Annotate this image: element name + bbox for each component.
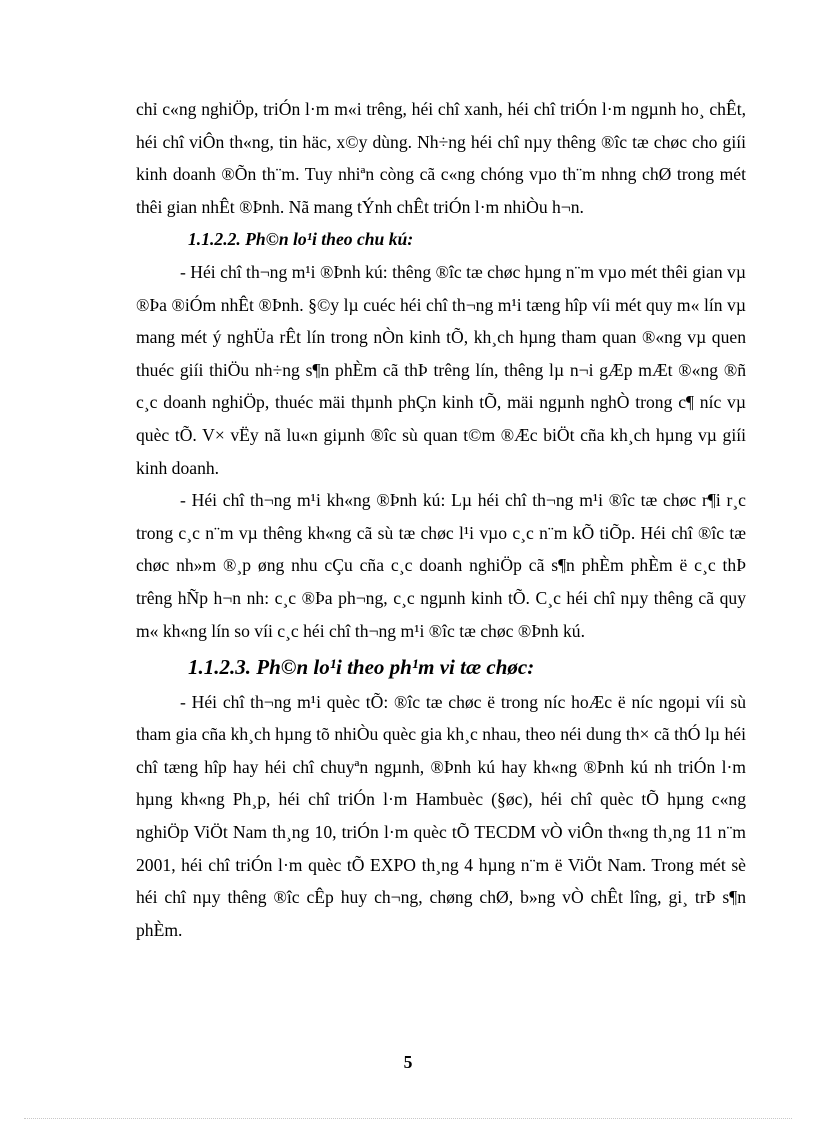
- page-bottom-divider: [24, 1118, 792, 1119]
- paragraph-international-fair: - Héi chî th¬ng m¹i quèc tÕ: ®îc tæ chøc ë trong níc hoÆc ë níc ngoµi víi sù tham gia cña kh¸ch hµng tõ nhiÒu quèc gia kh¸c nhau, theo néi dung th× cã thÓ lµ héi chî tæng hîp hay héi chî chuyªn ngµnh, ®Þnh kú hay kh«ng ®Þnh kú nh triÓn l·m hµng kh«ng Ph¸p, héi chî triÓn l·m Hambuèc (§øc), héi chî quèc tÕ hµng c«ng nghiÖp ViÖt Nam th¸ng 10, triÓn l·m quèc tÕ TECDM vÒ viÔn th«ng th¸ng 11 n¨m 2001, héi chî triÓn l·m quèc tÕ EXPO th¸ng 4 hµng n¨m ë ViÖt Nam. Trong mét sè héi chî nµy thêng ®îc cÊp huy ch¬ng, chøng chØ, b»ng vÒ chÊt lîng, gi¸ trÞ s¶n phÈm.: [136, 691, 746, 940]
- paragraph-nonperiodic-fair: - Héi chî th¬ng m¹i kh«ng ®Þnh kú: Lµ héi chî th¬ng m¹i ®îc tæ chøc r¶i r¸c trong c¸c n¨m vµ thêng kh«ng cã sù tæ chøc l¹i vµo c¸c n¨m kÕ tiÕp. Héi chî ®îc tæ chøc nh»m ®¸p øng nhu cÇu cña c¸c doanh nghiÖp cã s¶n phÈm phÈm ë c¸c thÞ trêng hÑp h¬n nh: c¸c ®Þa ph¬ng, c¸c ngµnh kinh tÕ. C¸c héi chî nµy thêng cã quy m« kh«ng lín so víi c¸c héi chî th¬ng m¹i ®îc tæ chøc ®Þnh kú.: [136, 490, 746, 641]
- paragraph-intro-continued: chỉ c«ng nghiÖp, triÓn l·m m«i trêng, héi chî xanh, héi chî triÓn l·m ngµnh ho¸ chÊt, héi chî viÔn th«ng, tin häc, x©y dùng. Nh÷ng héi chî nµy thêng ®îc tæ chøc cho giíi kinh doanh ®Õn th¨m. Tuy nhiªn còng cã c«ng chóng vµo th¨m nhng chØ trong mét thêi gian nhÊt ®Þnh. Nã mang tÝnh chÊt triÓn l·m nhiÒu h¬n.: [136, 99, 746, 217]
- heading-1-1-2-2: 1.1.2.2. Ph©n lo¹i theo chu kú:: [188, 229, 414, 250]
- page-content: [136, 93, 746, 946]
- page-number: 5: [403, 1052, 413, 1072]
- paragraph-periodic-fair: - Héi chî th¬ng m¹i ®Þnh kú: thêng ®îc tæ chøc hµng n¨m vµo mét thêi gian vµ ®Þa ®iÓm nhÊt ®Þnh. §©y lµ cuéc héi chî th¬ng m¹i tæng hîp víi mét quy m« lín vµ mang mét ý nghÜa rÊt lín trong nÒn kinh tÕ, kh¸ch hµng tham quan ®«ng vµ quen thuéc giíi thiÖu nh÷ng s¶n phÈm cã thÞ trêng lín, thêng lµ n¬i gÆp mÆt ®«ng ®ñ c¸c doanh nghiÖp, thuéc mäi thµnh phÇn kinh tÕ, mäi ngµnh nghÒ trong c¶ níc vµ quèc tÕ. V× vËy nã lu«n giµnh ®îc sù quan t©m ®Æc biÖt cña kh¸ch hµng vµ giíi kinh doanh.: [136, 261, 746, 478]
- heading-1-1-2-3: 1.1.2.3. Ph©n lo¹i theo ph¹m vi tæ chøc:: [188, 655, 535, 680]
